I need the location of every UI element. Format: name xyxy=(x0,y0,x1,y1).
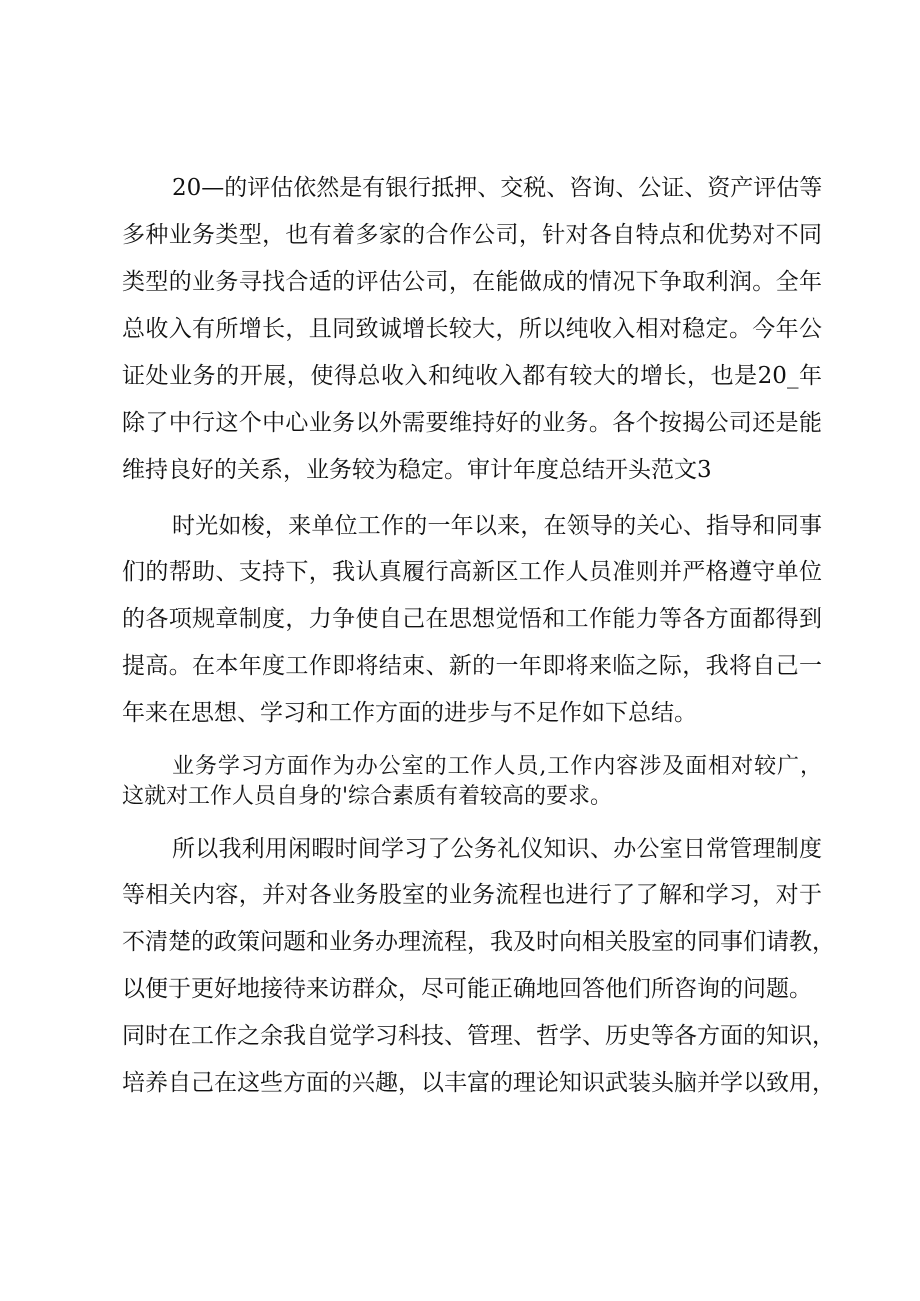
paragraph-2-line-3: 的各项规章制度，力争使自己在思想觉悟和工作能力等各方面都得到 xyxy=(122,606,822,632)
paragraph-2-line-1: 时光如梭，来单位工作的一年以来，在领导的关心、指导和同事 xyxy=(172,513,822,539)
paragraph-4-line-2: 等相关内容，并对各业务股室的业务流程也进行了了解和学习，对于 xyxy=(122,882,822,908)
paragraph-4-line-1: 所以我利用闲暇时间学习了公务礼仪知识、办公室日常管理制度 xyxy=(172,836,822,862)
paragraph-1-line-5: 证处业务的开展，使得总收入和纯收入都有较大的增长，也是20_年 xyxy=(122,363,822,389)
paragraph-1-line-7: 维持良好的关系，业务较为稳定。审计年度总结开头范文3 xyxy=(122,457,712,483)
paragraph-4-line-4: 以便于更好地接待来访群众，尽可能正确地回答他们所咨询的问题。 xyxy=(122,976,812,1002)
paragraph-2-line-4: 提高。在本年度工作即将结束、新的一年即将来临之际，我将自己一 xyxy=(122,653,822,679)
paragraph-4-line-6: 培养自己在这些方面的兴趣，以丰富的理论知识武装头脑并学以致用， xyxy=(122,1070,835,1096)
paragraph-1-line-3: 类型的业务寻找合适的评估公司，在能做成的情况下争取利润。全年 xyxy=(122,269,822,295)
paragraph-4-line-3: 不清楚的政策问题和业务办理流程，我及时向相关股室的同事们请教， xyxy=(122,929,835,955)
paragraph-3-line-1: 业务学习方面作为办公室的工作人员,工作内容涉及面相对较广， xyxy=(172,754,822,779)
paragraph-3-line-2: 这就对工作人员自身的'综合素质有着较高的要求。 xyxy=(122,784,613,809)
paragraph-1-line-6: 除了中行这个中心业务以外需要维持好的业务。各个按揭公司还是能 xyxy=(122,410,822,436)
paragraph-1-line-1: 20—的评估依然是有银行抵押、交税、咨询、公证、资产评估等 xyxy=(172,175,823,201)
paragraph-2-line-5: 年来在思想、学习和工作方面的进步与不足作如下总结。 xyxy=(122,700,697,726)
paragraph-4-line-5: 同时在工作之余我自觉学习科技、管理、哲学、历史等各方面的知识， xyxy=(122,1023,835,1049)
paragraph-1-line-2: 多种业务类型，也有着多家的合作公司，针对各自特点和优势对不同 xyxy=(122,222,822,248)
paragraph-1-line-4: 总收入有所增长，且同致诚增长较大，所以纯收入相对稳定。今年公 xyxy=(122,316,822,342)
paragraph-2-line-2: 们的帮助、支持下，我认真履行高新区工作人员准则并严格遵守单位 xyxy=(122,559,822,585)
